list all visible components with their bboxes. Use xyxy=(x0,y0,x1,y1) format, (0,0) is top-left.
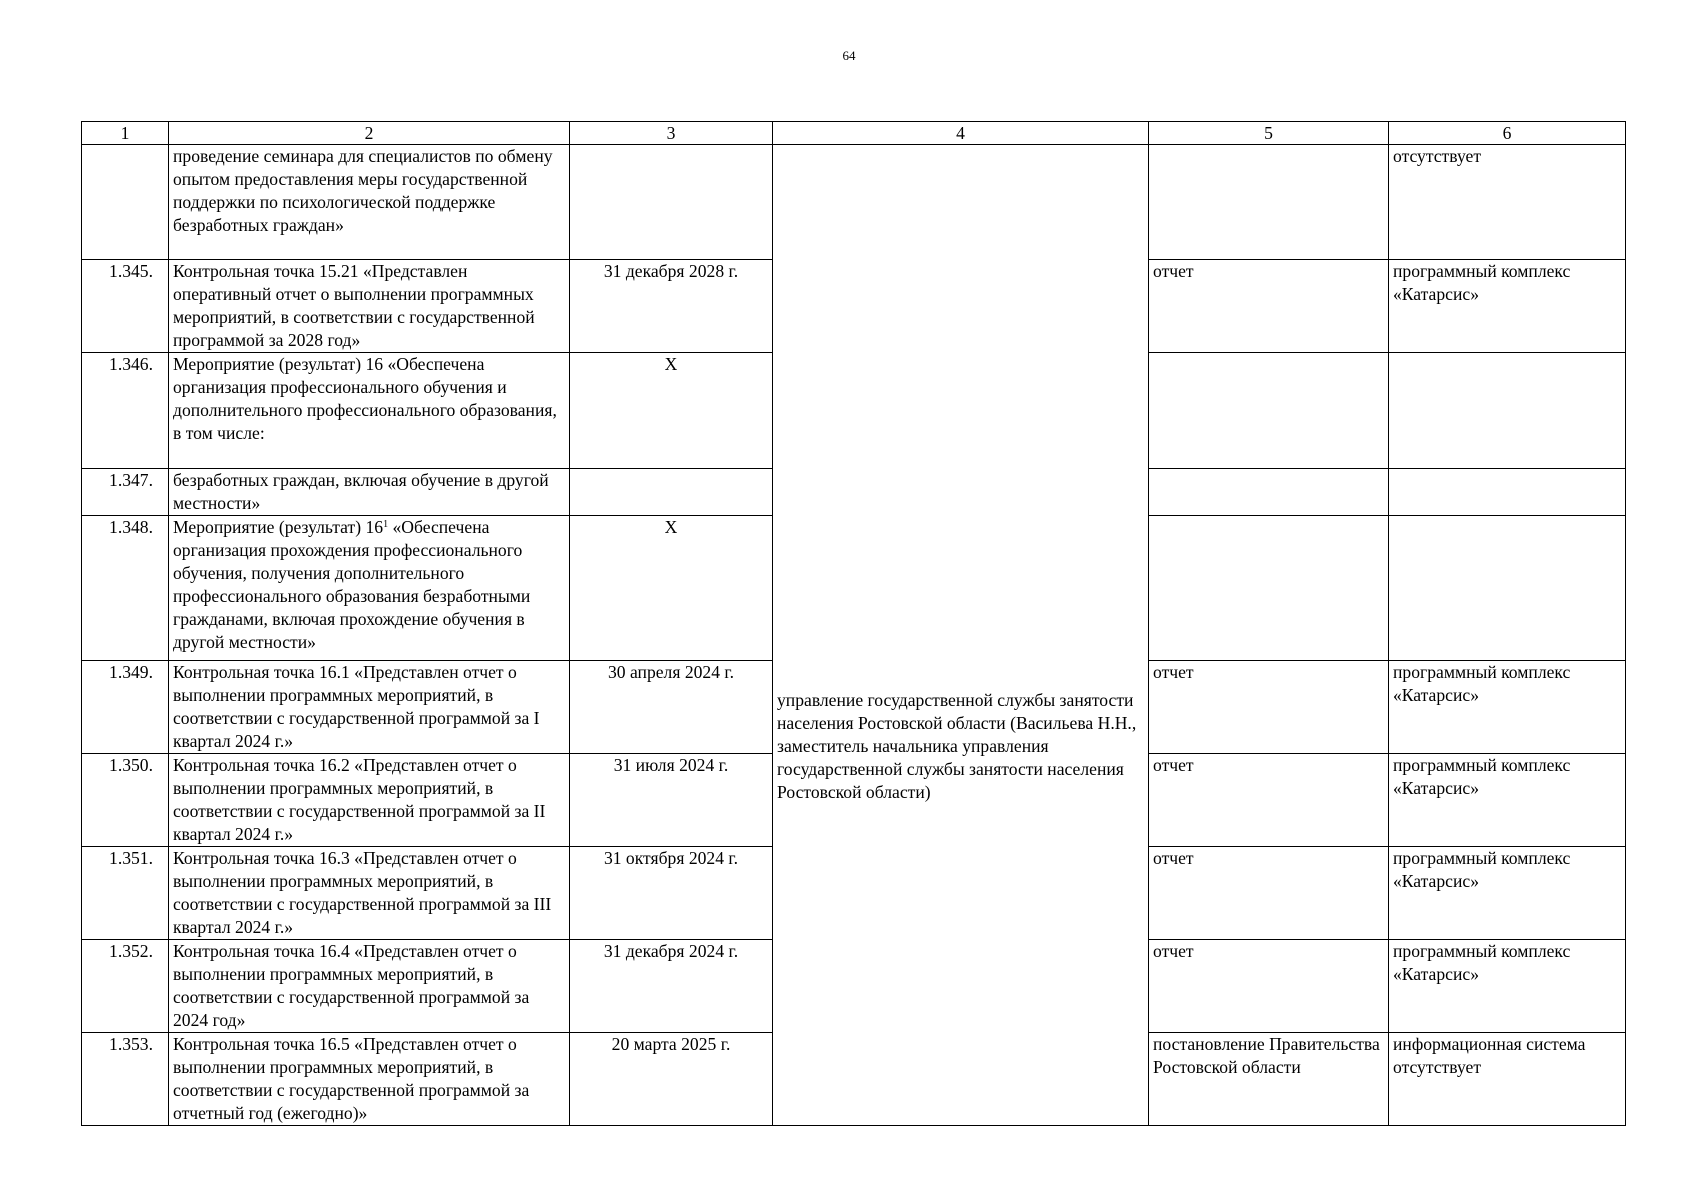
row-description: Контрольная точка 16.2 «Представлен отчет о выполнении программных мероприятий, в соответствии с государственной программой за II квартал 2024 г.» xyxy=(169,754,570,847)
column-header: 6 xyxy=(1389,122,1626,145)
row-number: 1.345. xyxy=(82,260,169,353)
row-information-system xyxy=(1389,353,1626,469)
row-document xyxy=(1149,469,1389,516)
row-information-system: программный комплекс «Катарсис» xyxy=(1389,661,1626,754)
row-information-system xyxy=(1389,516,1626,661)
row-number: 1.346. xyxy=(82,353,169,469)
row-document: отчет xyxy=(1149,661,1389,754)
row-description: Контрольная точка 15.21 «Представлен оперативный отчет о выполнении программных мероприятий, в соответствии с государственной программой за 2028 год» xyxy=(169,260,570,353)
row-information-system: программный комплекс «Катарсис» xyxy=(1389,847,1626,940)
row-description xyxy=(169,516,570,661)
column-header: 1 xyxy=(82,122,169,145)
column-header: 4 xyxy=(773,122,1149,145)
superscript-mark: 1 xyxy=(383,519,389,530)
row-information-system: информационная система отсутствует xyxy=(1389,1033,1626,1126)
row-description-prefix: Мероприятие (результат) 16 xyxy=(173,517,384,537)
table-row xyxy=(82,145,1626,260)
row-information-system: программный комплекс «Катарсис» xyxy=(1389,754,1626,847)
column-header: 5 xyxy=(1149,122,1389,145)
row-description: Контрольная точка 16.4 «Представлен отчет о выполнении программных мероприятий, в соответствии с государственной программой за 2024 год» xyxy=(169,940,570,1033)
row-number xyxy=(82,145,169,260)
row-number: 1.348. xyxy=(82,516,169,661)
column-header: 3 xyxy=(570,122,773,145)
row-document: отчет xyxy=(1149,847,1389,940)
row-number: 1.347. xyxy=(82,469,169,516)
row-information-system: отсутствует xyxy=(1389,145,1626,260)
row-description: безработных граждан, включая обучение в другой местности» xyxy=(169,469,570,516)
row-date: 31 июля 2024 г. xyxy=(570,754,773,847)
row-information-system: программный комплекс «Катарсис» xyxy=(1389,940,1626,1033)
row-description-body: «Обеспечена организация прохождения профессионального обучения, получения дополнительного профессионального образования безработными гражданами, включая прохождение обучения в другой местности» xyxy=(173,517,531,652)
row-description: Мероприятие (результат) 16 «Обеспечена организация профессионального обучения и дополнительного профессионального образования, в том числе: xyxy=(169,353,570,469)
row-number: 1.350. xyxy=(82,754,169,847)
row-information-system: программный комплекс «Катарсис» xyxy=(1389,260,1626,353)
row-document: постановление Правительства Ростовской области xyxy=(1149,1033,1389,1126)
row-date: 31 декабря 2028 г. xyxy=(570,260,773,353)
row-document: отчет xyxy=(1149,940,1389,1033)
row-date: 30 апреля 2024 г. xyxy=(570,661,773,754)
row-number: 1.353. xyxy=(82,1033,169,1126)
row-document: отчет xyxy=(1149,754,1389,847)
header-row xyxy=(82,122,1626,145)
row-date: Х xyxy=(570,353,773,469)
row-document xyxy=(1149,353,1389,469)
row-date: 31 декабря 2024 г. xyxy=(570,940,773,1033)
responsible-executor xyxy=(773,145,1149,1126)
responsible-text: управление государственной службы занятости населения Ростовской области (Васильева Н.Н., заместитель начальника управления государственной службы занятости населения Ростовской области) xyxy=(777,689,1137,802)
row-date xyxy=(570,145,773,260)
control-points-table xyxy=(81,121,1626,1126)
row-number: 1.349. xyxy=(82,661,169,754)
row-date: 31 октября 2024 г. xyxy=(570,847,773,940)
column-header: 2 xyxy=(169,122,570,145)
row-description: Контрольная точка 16.1 «Представлен отчет о выполнении программных мероприятий, в соответствии с государственной программой за I квартал 2024 г.» xyxy=(169,661,570,754)
row-number: 1.351. xyxy=(82,847,169,940)
row-number: 1.352. xyxy=(82,940,169,1033)
row-information-system xyxy=(1389,469,1626,516)
row-date: 20 марта 2025 г. xyxy=(570,1033,773,1126)
row-description: Контрольная точка 16.5 «Представлен отчет о выполнении программных мероприятий, в соответствии с государственной программой за отчетный год (ежегодно)» xyxy=(169,1033,570,1126)
row-description: Контрольная точка 16.3 «Представлен отчет о выполнении программных мероприятий, в соответствии с государственной программой за III квартал 2024 г.» xyxy=(169,847,570,940)
row-document xyxy=(1149,516,1389,661)
row-document: отчет xyxy=(1149,260,1389,353)
page-number: 64 xyxy=(842,48,856,63)
row-date: Х xyxy=(570,516,773,661)
row-description: проведение семинара для специалистов по обмену опытом предоставления меры государственной поддержки по психологической поддержке безработных граждан» xyxy=(169,145,570,260)
row-date xyxy=(570,469,773,516)
row-document xyxy=(1149,145,1389,260)
